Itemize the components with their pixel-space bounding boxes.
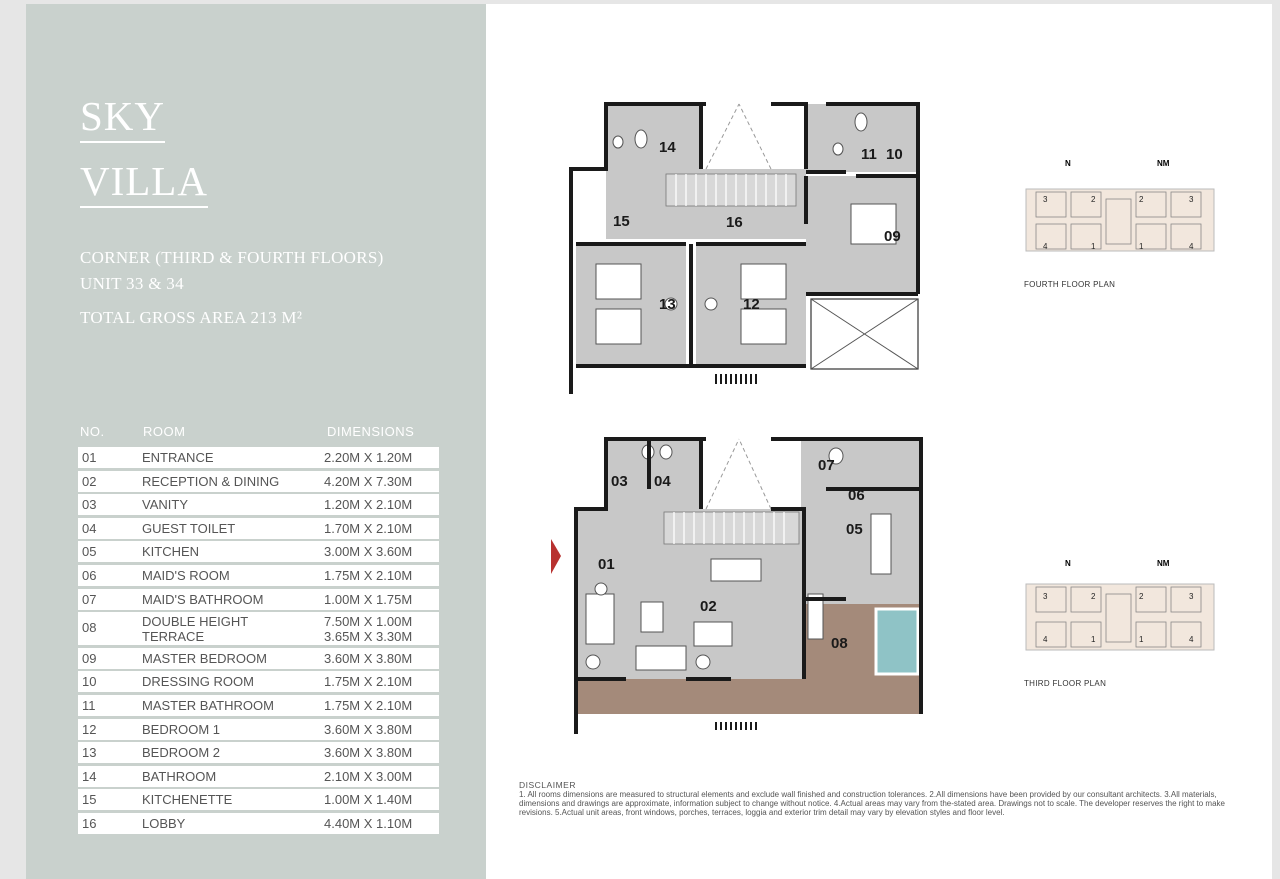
fourth-floor-keyplan [1021,154,1221,254]
row-room-line1: DOUBLE HEIGHT [142,614,249,630]
pool [876,609,918,674]
header-dimensions: DIMENSIONS [327,424,415,439]
window-marks [716,722,756,730]
third-floor-keyplan [1021,554,1221,654]
unit-number: UNIT 33 & 34 [80,274,184,293]
unit-3-label: 3 [1043,195,1048,204]
room-label-09: 09 [884,228,901,245]
table-row [78,719,439,740]
row-no: 08 [82,620,97,636]
row-room: MASTER BATHROOM [142,697,274,713]
terrace-strip [576,679,921,714]
row-room: MASTER BEDROOM [142,650,267,666]
unit-2-label: 2 [1091,592,1096,601]
row-no: 12 [82,721,97,737]
table-row [78,541,439,562]
table-row [78,447,439,468]
row-dim: 1.20M X 2.10M [324,497,413,513]
table-row [78,589,439,610]
row-dim: 2.10M X 3.00M [324,768,413,784]
row-dim: 3.60M X 3.80M [324,745,413,761]
row-dim: 3.60M X 3.80M [324,650,413,666]
row-no: 06 [82,567,97,583]
row-dim: 1.75M X 2.10M [324,567,413,583]
row-no: 05 [82,544,97,560]
table-row [78,789,439,810]
row-room-line2: TERRACE [142,629,205,645]
row-no: 15 [82,792,97,808]
room-label-15: 15 [613,213,630,230]
unit-1-label: 1 [1139,242,1144,251]
void [706,104,771,169]
row-dim-line2: 3.65M X 3.30M [324,629,413,645]
disclaimer-text: 1. All rooms dimensions are measured to structural elements and exclude wall finished and construction tolerances. 2.All dimensions have been provided by our consultant architects. 3.All materials, dimensions and drawings are approximate, information subject to change without notice. 4.Actual areas may vary from the-stated area. Drawings not to scale. The developer reserves the right to make revisions. 5.Actual unit areas, front windows, porches, terraces, loggia and exterior trim detail may vary by elevation styles and floor level. [519,790,1225,817]
table-row [78,813,439,834]
unit-2-label: 2 [1091,195,1096,204]
north-m-label: NM [1157,559,1170,568]
unit-4-label: 4 [1043,635,1048,644]
room-label-10: 10 [886,146,903,163]
north-label: N [1065,159,1071,168]
row-room: DRESSING ROOM [142,674,254,690]
row-no: 10 [82,674,97,690]
unit-1-label: 1 [1091,635,1096,644]
header-room: ROOM [143,424,186,439]
row-room: MAID'S ROOM [142,567,230,583]
row-room: BATHROOM [142,768,217,784]
row-room: BEDROOM 1 [142,721,221,737]
row-dim: 1.00M X 1.40M [324,792,413,808]
row-no: 16 [82,815,97,831]
table-row [78,612,439,645]
row-room: RECEPTION & DINING [142,473,280,489]
unit-1-label: 1 [1091,242,1096,251]
row-room: LOBBY [142,815,186,831]
unit-3-label: 3 [1189,195,1194,204]
row-no: 09 [82,650,97,666]
room-label-16: 16 [726,214,743,231]
fourth-floor-plan [556,94,926,394]
row-room: KITCHENETTE [142,792,233,808]
room-label-11: 11 [861,146,877,163]
stairs [666,174,796,206]
stairs [664,512,799,544]
unit-4-label: 4 [1189,242,1194,251]
disclaimer-title: DISCLAIMER [519,780,576,790]
room-label-13: 13 [659,296,676,313]
table-row [78,671,439,692]
unit-4-label: 4 [1189,635,1194,644]
fourth-floor-caption: FOURTH FLOOR PLAN [1024,280,1116,289]
table-row [78,471,439,492]
third-floor-caption: THIRD FLOOR PLAN [1024,679,1107,688]
table-row [78,494,439,515]
row-no: 03 [82,497,97,513]
row-dim: 4.40M X 1.10M [324,815,413,831]
window-marks [716,374,756,384]
unit-type: CORNER (THIRD & FOURTH FLOORS) [80,248,384,267]
row-room: ENTRANCE [142,450,214,465]
table-row [78,518,439,539]
header-no: NO. [80,424,105,439]
brochure-page [26,4,1272,879]
row-dim: 1.70M X 2.10M [324,520,413,536]
table-row [78,695,439,716]
info-panel [26,4,486,879]
row-dim: 3.60M X 3.80M [324,721,413,737]
row-dim: 1.75M X 2.10M [324,674,413,690]
room-table [78,447,439,837]
table-row [78,766,439,787]
row-dim: 4.20M X 7.30M [324,473,413,489]
title-line-1: SKY [80,91,165,143]
row-room: VANITY [142,497,188,513]
table-row [78,565,439,586]
row-room: MAID'S BATHROOM [142,591,264,607]
room-label-04: 04 [654,473,671,490]
unit-3-label: 3 [1189,592,1194,601]
unit-2-label: 2 [1139,592,1144,601]
gross-area: TOTAL GROSS AREA 213 M² [80,308,303,327]
room-label-07: 07 [818,457,835,474]
north-m-label: NM [1157,159,1170,168]
room-label-01: 01 [598,556,615,573]
row-no: 11 [82,697,96,713]
entry-arrow-icon [551,539,561,574]
row-no: 07 [82,591,97,607]
third-floor-plan [546,434,936,734]
north-label: N [1065,559,1071,568]
room-label-12: 12 [743,296,760,313]
row-dim: 3.00M X 3.60M [324,544,413,560]
row-dim: 1.75M X 2.10M [324,697,413,713]
table-row [78,742,439,763]
room-label-02: 02 [700,598,717,615]
row-no: 13 [82,745,97,761]
row-room: GUEST TOILET [142,520,236,536]
table-row [78,648,439,669]
unit-3-label: 3 [1043,592,1048,601]
row-room: BEDROOM 2 [142,745,221,761]
room-label-06: 06 [848,487,865,504]
room-label-03: 03 [611,473,628,490]
room-label-08: 08 [831,635,848,652]
unit-2-label: 2 [1139,195,1144,204]
row-no: 14 [82,768,97,784]
disclaimer [519,781,1229,817]
room-label-05: 05 [846,521,863,538]
row-dim: 1.00M X 1.75M [324,591,413,607]
unit-1-label: 1 [1139,635,1144,644]
row-room: KITCHEN [142,544,200,560]
project-title [80,86,208,216]
row-dim-line1: 7.50M X 1.00M [324,614,413,630]
row-dim: 2.20M X 1.20M [324,450,413,465]
unit-4-label: 4 [1043,242,1048,251]
row-no: 02 [82,473,97,489]
row-no: 01 [82,450,97,465]
room-label-14: 14 [659,139,676,156]
title-line-2: VILLA [80,156,208,208]
row-dim [324,614,412,644]
row-room [142,614,248,644]
row-no: 04 [82,520,97,536]
